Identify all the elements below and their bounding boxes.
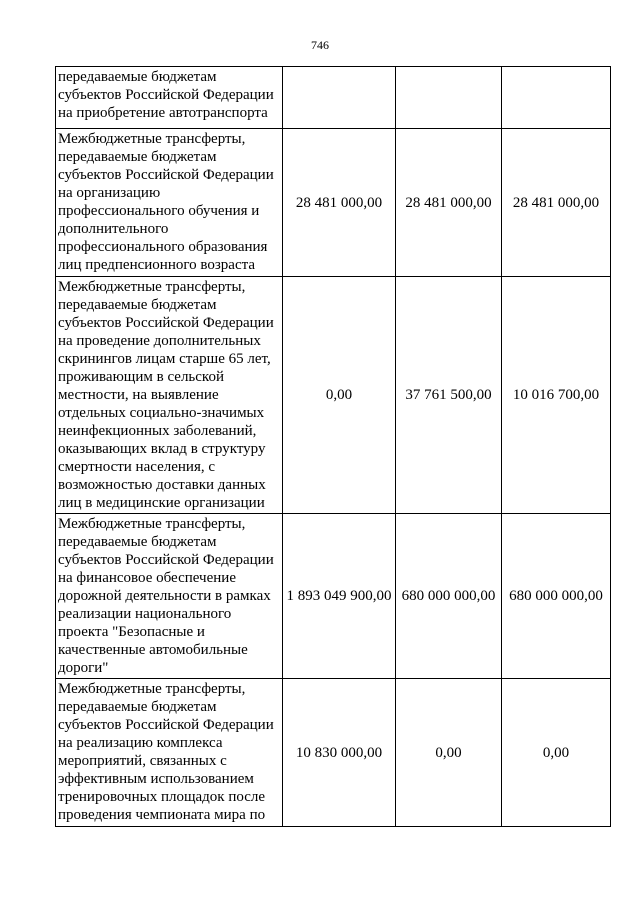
table-row — [56, 679, 611, 827]
row-value-2: 680 000 000,00 — [396, 514, 502, 679]
row-value-2: 37 761 500,00 — [396, 277, 502, 514]
table-row — [56, 277, 611, 514]
row-description: передаваемые бюджетам субъектов Российской Федерации на приобретение автотранспорта — [56, 67, 283, 129]
row-description: Межбюджетные трансферты, передаваемые бюджетам субъектов Российской Федерации на проведение дополнительных скринингов лицам старше 65 лет, проживающим в сельской местности, на выявление отдельных социально-значимых неинфекционных заболеваний, оказывающих вклад в структуру смертности населения, с возможностью доставки данных лиц в медицинские организации — [56, 277, 283, 514]
table-row — [56, 514, 611, 679]
row-description: Межбюджетные трансферты, передаваемые бюджетам субъектов Российской Федерации на организацию профессионального обучения и дополнительного профессионального образования лиц предпенсионного возраста — [56, 129, 283, 277]
page-number: 746 — [311, 38, 329, 52]
row-value-1: 28 481 000,00 — [283, 129, 396, 277]
row-value-1 — [283, 67, 396, 129]
row-value-3: 0,00 — [502, 679, 611, 827]
row-value-1: 0,00 — [283, 277, 396, 514]
row-description: Межбюджетные трансферты, передаваемые бюджетам субъектов Российской Федерации на реализацию комплекса мероприятий, связанных с эффективным использованием тренировочных площадок после проведения чемпионата мира по — [56, 679, 283, 827]
table-row — [56, 67, 611, 129]
table-row — [56, 129, 611, 277]
row-value-1: 10 830 000,00 — [283, 679, 396, 827]
row-value-3: 28 481 000,00 — [502, 129, 611, 277]
budget-table — [55, 66, 611, 827]
row-value-2: 0,00 — [396, 679, 502, 827]
row-value-3: 680 000 000,00 — [502, 514, 611, 679]
row-value-1: 1 893 049 900,00 — [283, 514, 396, 679]
row-value-3 — [502, 67, 611, 129]
row-value-3: 10 016 700,00 — [502, 277, 611, 514]
row-value-2 — [396, 67, 502, 129]
row-value-2: 28 481 000,00 — [396, 129, 502, 277]
row-description: Межбюджетные трансферты, передаваемые бюджетам субъектов Российской Федерации на финансовое обеспечение дорожной деятельности в рамках реализации национального проекта "Безопасные и качественные автомобильные дороги" — [56, 514, 283, 679]
